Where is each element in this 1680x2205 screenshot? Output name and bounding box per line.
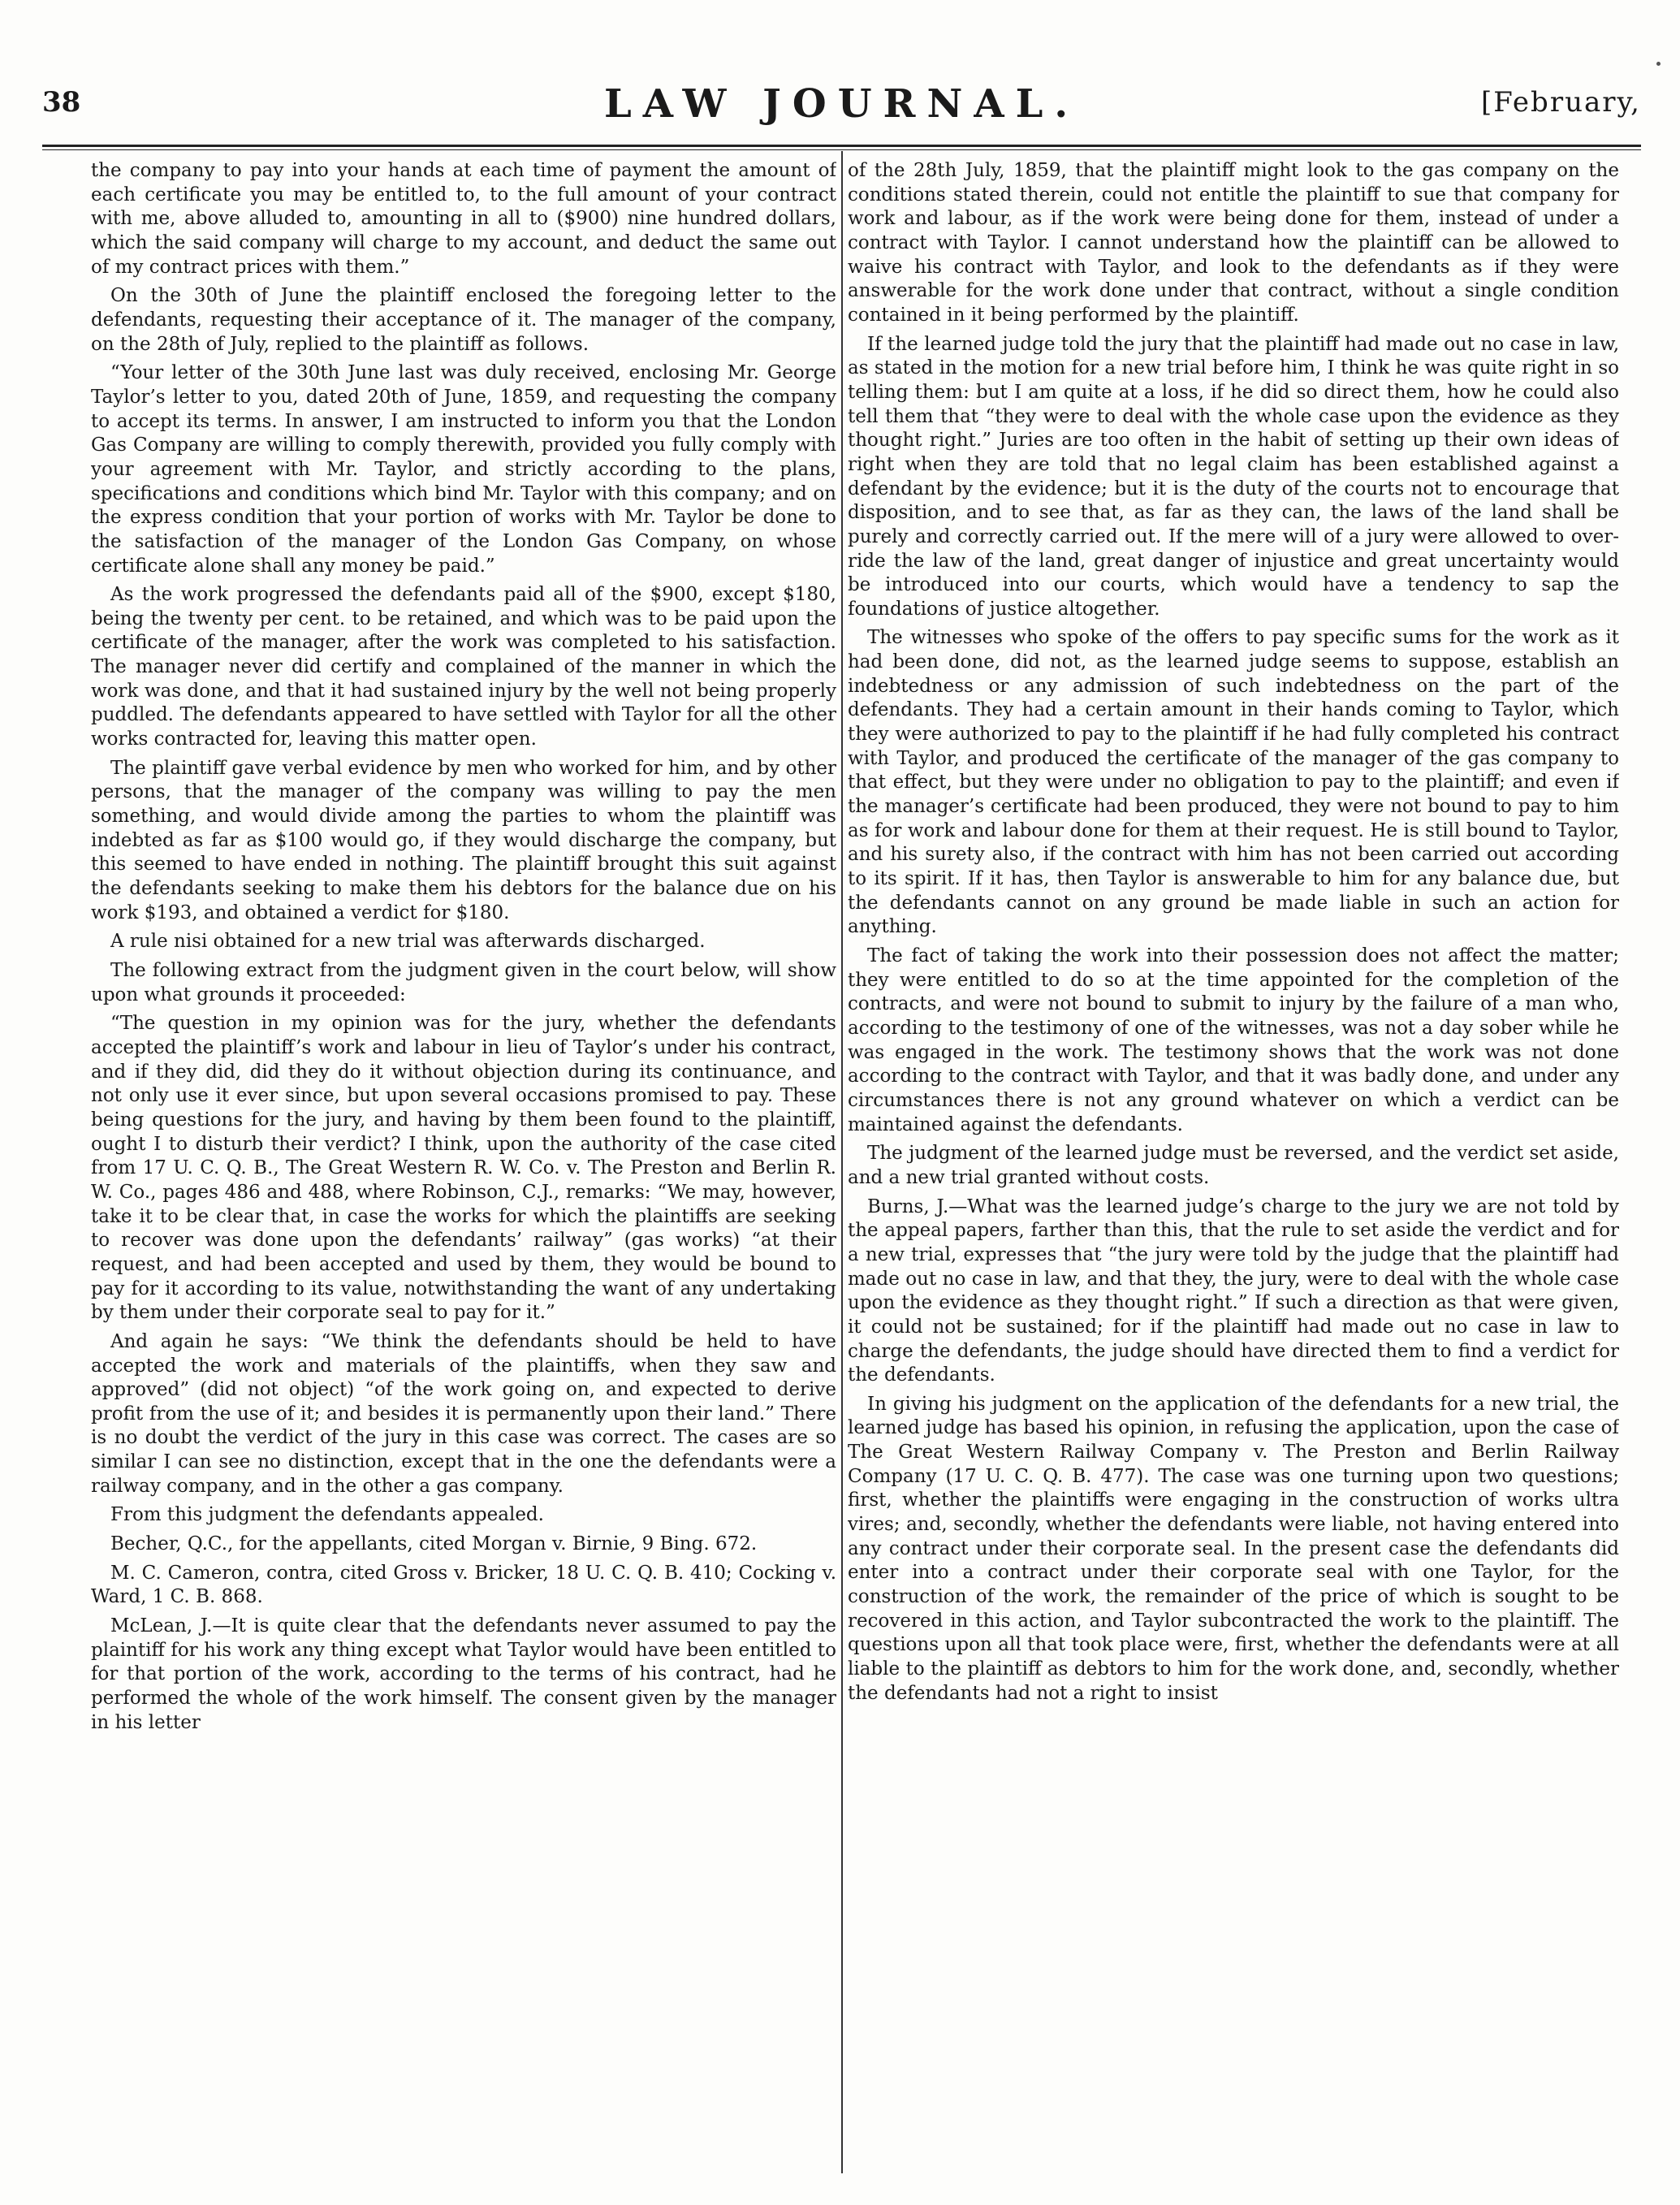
paragraph: of the 28th July, 1859, that the plaintiff might look to the gas company on the conditions stated therein, could not entitle the plaintiff to sue that company for work and labour, as if the work were being done for them, instead of under a contract with Taylor. I cannot understand how the plaintiff can be allowed to waive his contract with Taylor, and look to the defendants as if they were answerable for the work done under that contract, without a single condition contained in it being performed by the plaintiff. <box>848 160 1619 326</box>
paragraph: “The question in my opinion was for the jury, whether the defendants accepted the plaintiff’s work and labour in lieu of Taylor’s under his contract, and if they did, did they do it without objection during its continuance, and not only use it ever since, but upon several occasions promised to pay. These being questions for the jury, and having by them been found to the plaintiff, ought I to disturb their verdict? I think, upon the authority of the case cited from 17 U. C. Q. B., The Great Western R. W. Co. v. The Preston and Berlin R. W. Co., pages 486 and 488, where Robinson, C.J., remarks: “We may, however, take it to be clear that, in case the works for which the plaintiffs are seeking to recover was done upon the defendants’ railway” (gas works) “at their request, and had been accepted and used by them, they would be bound to pay for it according to its value, notwithstanding the want of any undertaking by them under their corporate seal to pay for it.” <box>91 1013 836 1324</box>
paragraph: And again he says: “We think the defendants should be held to have accepted the work and materials of the plaintiffs, when they saw and approved” (did not object) “of the work going on, and expected to derive profit from the use of it; and besides it is permanently upon their land.” There is no doubt the verdict of the jury in this case was correct. The cases are so similar I can see no distinction, except that in the one the defendants were a railway company, and in the other a gas company. <box>91 1330 836 1497</box>
paragraph: McLean, J.—It is quite clear that the defendants never assumed to pay the plaintiff for his work any thing except what Taylor would have been entitled to for that portion of the work, according to the terms of his contract, had he performed the whole of the work himself. The consent given by the manager in his letter <box>91 1615 836 1733</box>
paragraph: The judgment of the learned judge must be reversed, and the verdict set aside, and a new trial granted without costs. <box>848 1143 1619 1188</box>
paragraph: The fact of taking the work into their possession does not affect the matter; they were entitled to do so at the time appointed for the completion of the contracts, and were not bound to submit to injury by the failure of a man who, according to the testimony of one of the witnesses, was not a day sober while he was engaged in the work. The testimony shows that the work was not done according to the contract with Taylor, and that it was badly done, and under any circumstances there is not any ground whatever on which a verdict can be maintained against the defendants. <box>848 945 1619 1135</box>
journal-title: LAW JOURNAL. <box>603 81 1080 127</box>
paragraph: Burns, J.—What was the learned judge’s charge to the jury we are not told by the appeal papers, farther than this, that the rule to set aside the verdict and for a new trial, expresses that “the jury were told by the judge that the plaintiff had made out no case in law, and that they, the jury, were to deal with the whole case upon the evidence as they thought right.” If such a direction as that were given, it could not be sustained; for if the plaintiff had made out no case in law to charge the defendants, the judge should have directed them to find a verdict for the defendants. <box>848 1195 1619 1386</box>
paragraph: M. C. Cameron, contra, cited Gross v. Bricker, 18 U. C. Q. B. 410; Cocking v. Ward, 1 C. B. 868. <box>91 1562 836 1608</box>
paragraph: The witnesses who spoke of the offers to pay specific sums for the work as it had been done, did not, as the learned judge seems to suppose, establish an indebtedness or any admission of such indebtedness on the part of the defendants. They had a certain amount in their hands coming to Taylor, which they were authorized to pay to the plaintiff if he had fully completed his contract with Taylor, and produced the certificate of the manager of the gas company to that effect, but they were under no obligation to pay to the plaintiff; and even if the manager’s certificate had been produced, they were not bound to pay to him as for work and labour done for them at their request. He is still bound to Taylor, and his surety also, if the contract with him has not been carried out according to its spirit. If it has, then Taylor is answerable to him for any balance due, but the defendants cannot on any ground be made liable in such an action for anything. <box>848 627 1619 938</box>
paragraph: “Your letter of the 30th June last was duly received, enclosing Mr. George Taylor’s letter to you, dated 20th of June, 1859, and requesting the company to accept its terms. In answer, I am instructed to inform you that the London Gas Company are willing to comply therewith, provided you fully comply with your agreement with Mr. Taylor, and strictly according to the plans, specifications and conditions which bind Mr. Taylor with this company; and on the express condition that your portion of works with Mr. Taylor be done to the satisfaction of the manager of the London Gas Company, on whose certificate alone shall any money be paid.” <box>91 362 836 577</box>
paragraph: If the learned judge told the jury that the plaintiff had made out no case in law, as stated in the motion for a new trial before him, I think he was quite right in so telling them: but I am quite at a loss, if he did so direct them, how he could also tell them that “they were to deal with the whole case upon the evidence as they thought right.” Juries are too often in the habit of setting up their own ideas of right when they are told that no legal claim has been established against a defendant by the evidence; but it is the duty of the courts not to encourage that disposition, and to see that, as far as they can, the laws of the land shall be purely and correctly carried out. If the mere will of a jury were allowed to over-ride the law of the land, great danger of injustice and great uncertainty would be introduced into our courts, which would have a tendency to sap the foundations of justice altogether. <box>848 333 1619 620</box>
paragraph: In giving his judgment on the application of the defendants for a new trial, the learned judge has based his opinion, in refusing the application, upon the case of The Great Western Railway Company v. The Preston and Berlin Railway Company (17 U. C. Q. B. 477). The case was one turning upon two questions; first, whether the plaintiffs were engaging in the construction of works ultra vires; and, secondly, whether the defendants were liable, not having entered into any contract under their corporate seal. In the present case the defendants did enter into a contract under their corporate seal with one Taylor, for the construction of the work, the remainder of the price of which is sought to be recovered in this action, and Taylor subcontracted the work to the plaintiff. The questions upon all that took place were, first, whether the defendants were at all liable to the plaintiff as debtors to him for the work done, and, secondly, whether the defendants had not a right to insist <box>848 1393 1619 1704</box>
paragraph: Becher, Q.C., for the appellants, cited Morgan v. Birnie, 9 Bing. 672. <box>110 1533 758 1555</box>
right-column <box>848 159 1619 2173</box>
page-number: 38 <box>42 86 81 119</box>
paragraph: From this judgment the defendants appealed. <box>110 1504 544 1526</box>
paragraph: The plaintiff gave verbal evidence by men who worked for him, and by other persons, that the manager of the company was willing to pay the men something, and would divide among the parties to whom the plaintiff was indebted as far as $100 would go, if they would discharge the company, but this seemed to have ended in nothing. The plaintiff brought this suit against the defendants seeking to make them his debtors for the balance due on his work $193, and obtained a verdict for $180. <box>91 757 836 923</box>
left-column <box>91 159 836 2173</box>
header-rule <box>42 145 1641 150</box>
speck-mark <box>1656 62 1661 66</box>
paragraph: the company to pay into your hands at each time of payment the amount of each certificate you may be entitled to, to the full amount of your contract with me, above alluded to, amounting in all to ($900) nine hundred dollars, which the said company will charge to my account, and deduct the same out of my contract prices with them.” <box>91 160 836 278</box>
running-header <box>42 78 1641 143</box>
paragraph: On the 30th of June the plaintiff enclosed the foregoing letter to the defendants, requesting their acceptance of it. The manager of the company, on the 28th of July, replied to the plaintiff as follows. <box>91 285 836 355</box>
paragraph: The following extract from the judgment given in the court below, will show upon what grounds it proceeded: <box>91 960 836 1005</box>
paragraph: As the work progressed the defendants paid all of the $900, except $180, being the twenty per cent. to be retained, and which was to be paid upon the certificate of the manager, after the work was completed to his satisfaction. The manager never did certify and complained of the manner in which the work was done, and that it had sustained injury by the well not being properly puddled. The defendants appeared to have settled with Taylor for all the other works contracted for, leaving this matter open. <box>91 584 836 750</box>
column-divider <box>841 151 843 2173</box>
paragraph: A rule nisi obtained for a new trial was afterwards discharged. <box>110 931 706 953</box>
month-label: [February, <box>1480 86 1641 119</box>
